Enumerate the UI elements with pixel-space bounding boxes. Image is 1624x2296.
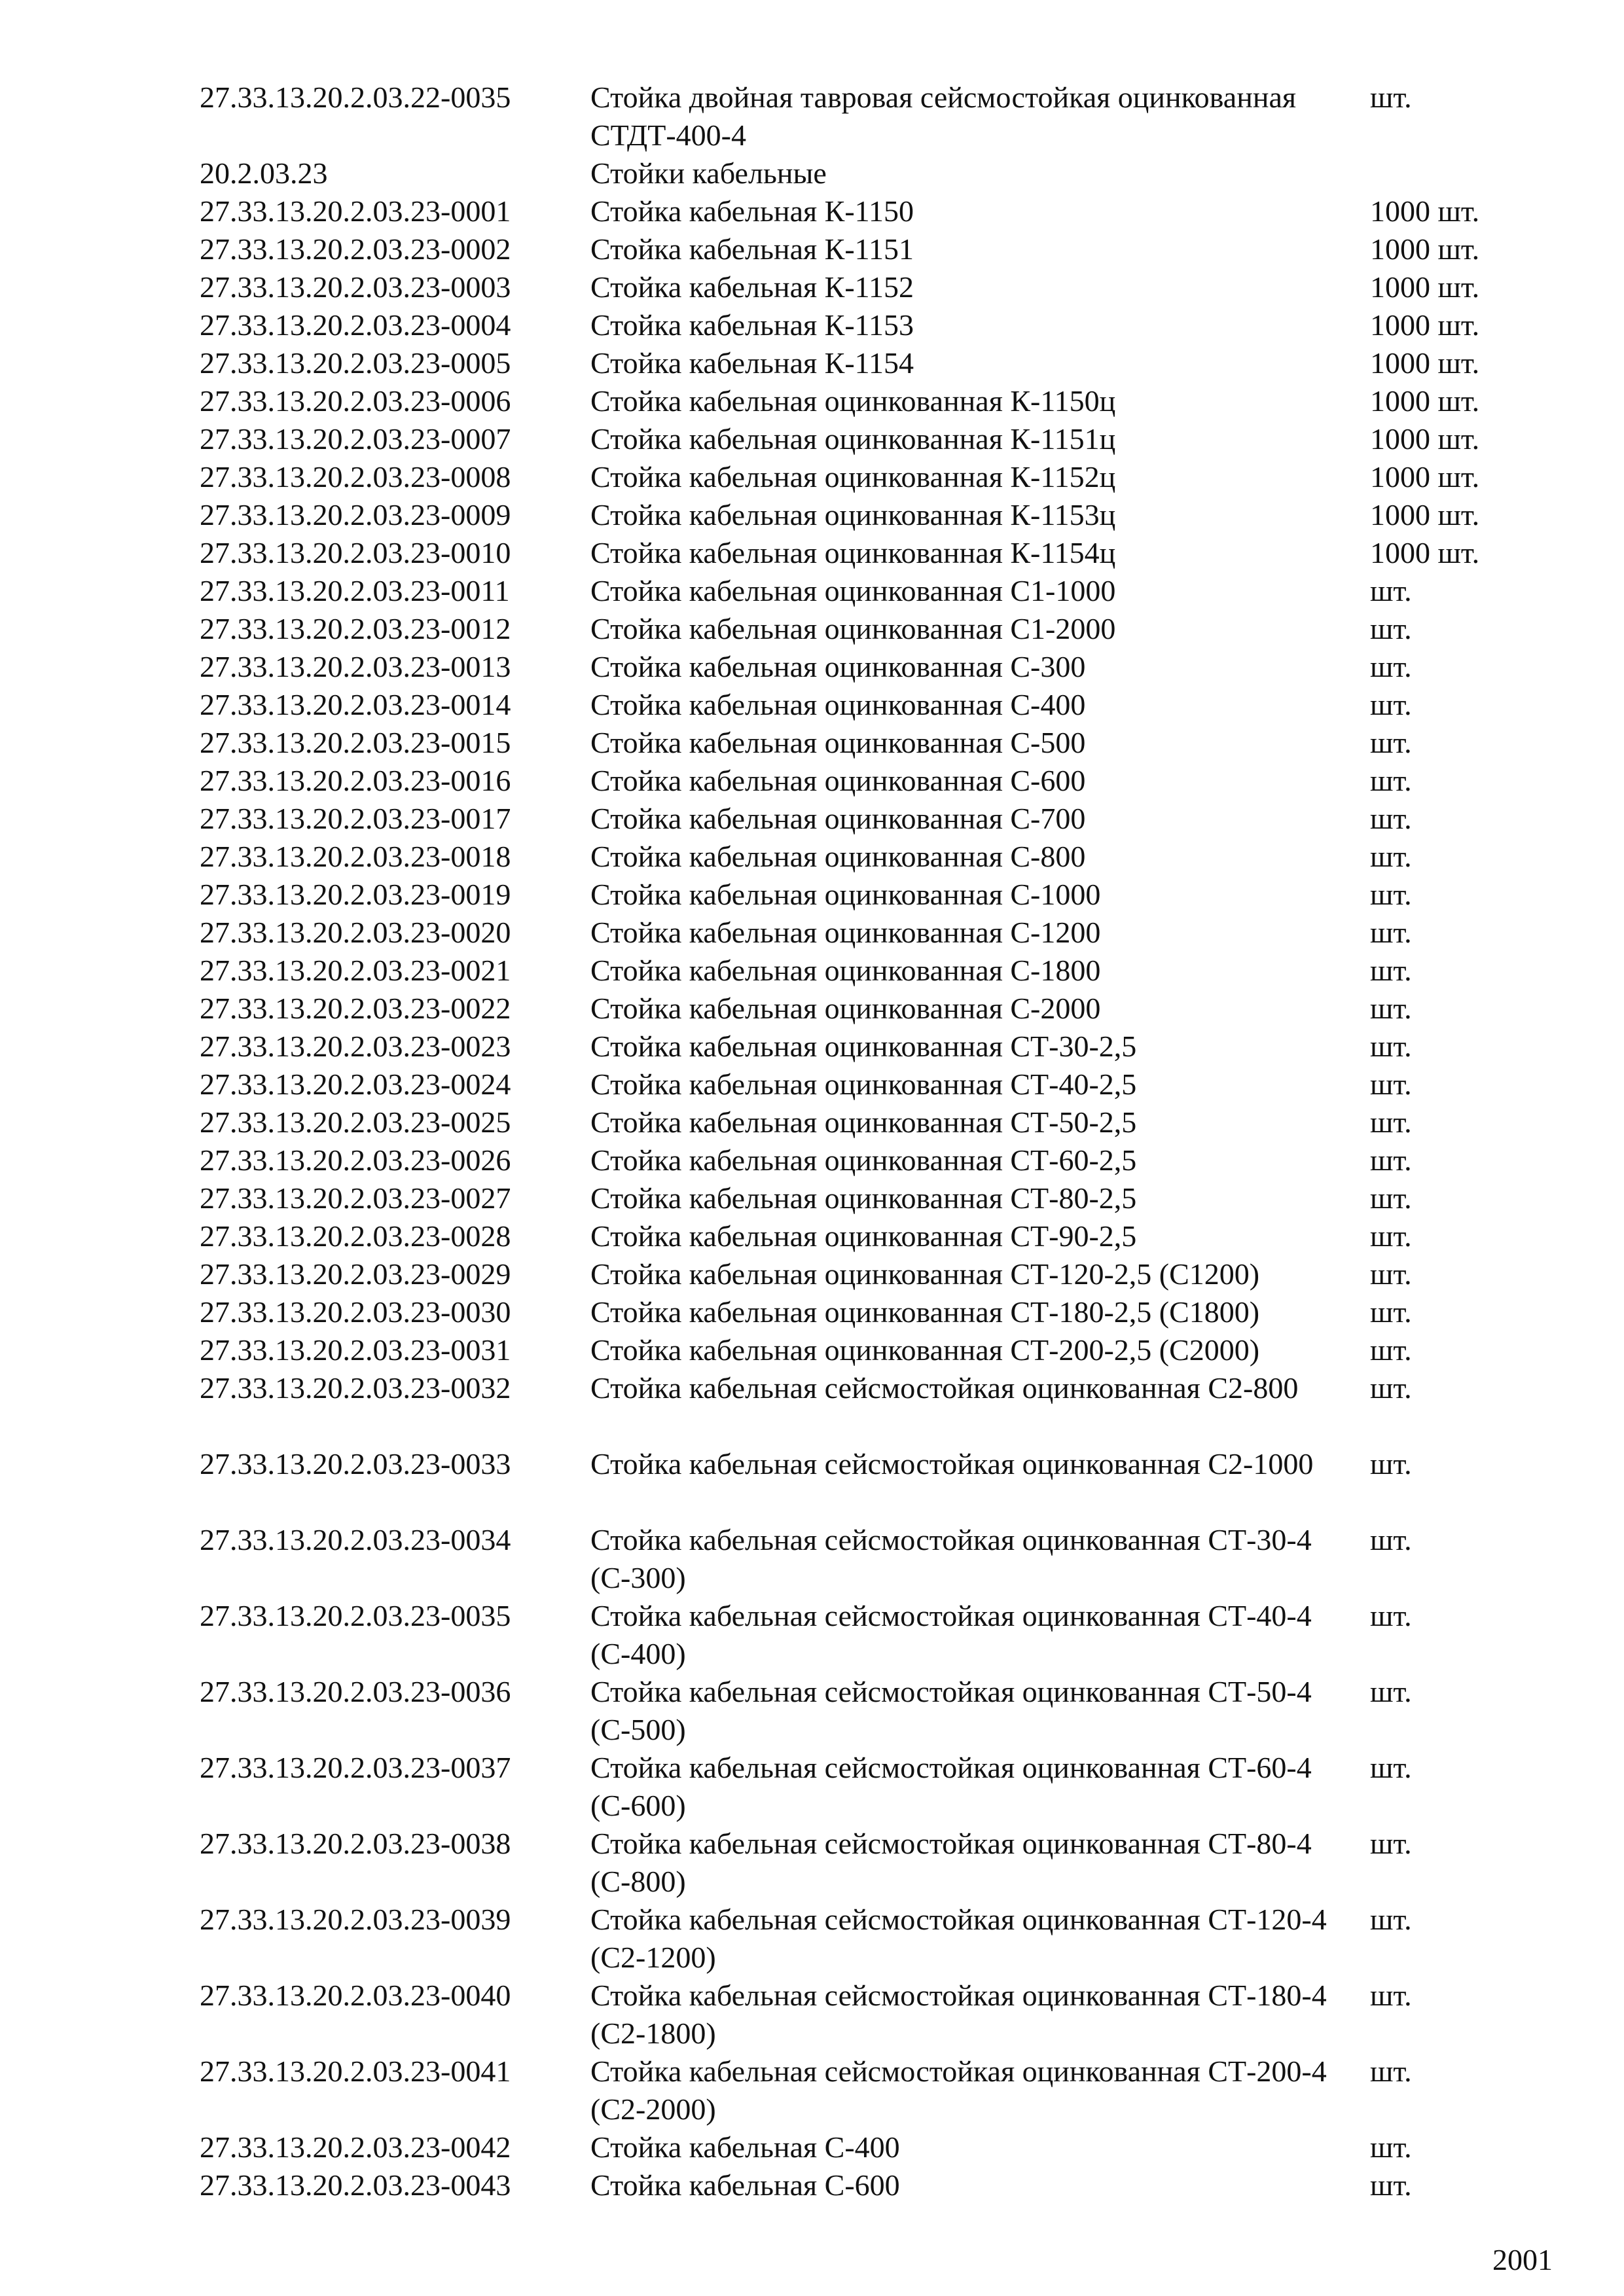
item-name: Стойка кабельная оцинкованная К-1151ц (590, 422, 1116, 456)
item-unit: шт. (1370, 1105, 1412, 1139)
item-code: 27.33.13.20.2.03.23-0039 (200, 1903, 511, 1936)
item-unit: шт. (1370, 688, 1412, 721)
item-name: Стойка кабельная сейсмостойкая оцинкованная С2-1000 (590, 1447, 1314, 1480)
item-code: 27.33.13.20.2.03.23-0027 (200, 1181, 511, 1215)
item-name: Стойка кабельная К-1154 (590, 346, 914, 380)
item-code: 27.33.13.20.2.03.23-0014 (200, 688, 511, 721)
item-code: 27.33.13.20.2.03.23-0031 (200, 1333, 511, 1367)
item-name: Стойка кабельная сейсмостойкая оцинкованная СТ-180-4 (С2-1800) (590, 1979, 1327, 2050)
item-name: Стойка кабельная сейсмостойкая оцинкованная СТ-200-4 (С2-2000) (590, 2054, 1327, 2126)
item-code: 27.33.13.20.2.03.23-0030 (200, 1295, 511, 1329)
item-name: Стойка кабельная К-1150 (590, 194, 914, 228)
item-unit: шт. (1370, 1067, 1412, 1101)
item-unit: шт. (1370, 1030, 1412, 1063)
item-unit: шт. (1370, 81, 1412, 114)
item-unit: шт. (1370, 1751, 1412, 1784)
item-unit: шт. (1370, 1219, 1412, 1253)
item-name: Стойка кабельная сейсмостойкая оцинкованная СТ-120-4 (С2-1200) (590, 1903, 1327, 1974)
item-code: 27.33.13.20.2.03.23-0013 (200, 650, 511, 683)
item-name: Стойка кабельная оцинкованная СТ-50-2,5 (590, 1105, 1137, 1139)
item-unit: шт. (1370, 878, 1412, 911)
item-unit: 1000 шт. (1370, 308, 1480, 342)
item-code: 27.33.13.20.2.03.23-0032 (200, 1371, 511, 1405)
item-name: Стойка кабельная сейсмостойкая оцинкованная СТ-60-4 (С-600) (590, 1751, 1312, 1822)
item-name: Стойка кабельная оцинкованная С-1800 (590, 954, 1101, 987)
item-unit: 1000 шт. (1370, 460, 1480, 493)
item-name: Стойка двойная тавровая сейсмостойкая оцинкованная СТДТ-400-4 (590, 81, 1297, 152)
item-name: Стойка кабельная оцинкованная СТ-180-2,5 (С1800) (590, 1295, 1260, 1329)
item-name: Стойки кабельные (590, 156, 827, 190)
item-code: 27.33.13.20.2.03.23-0024 (200, 1067, 511, 1101)
item-unit: шт. (1370, 1371, 1412, 1405)
item-name: Стойка кабельная К-1153 (590, 308, 914, 342)
item-name: Стойка кабельная С-600 (590, 2168, 900, 2202)
item-unit: 1000 шт. (1370, 232, 1480, 266)
item-code: 27.33.13.20.2.03.23-0008 (200, 460, 511, 493)
item-code: 27.33.13.20.2.03.23-0026 (200, 1143, 511, 1177)
item-code: 27.33.13.20.2.03.23-0036 (200, 1675, 511, 1708)
item-code: 27.33.13.20.2.03.23-0037 (200, 1751, 511, 1784)
item-unit: шт. (1370, 802, 1412, 835)
item-unit: 1000 шт. (1370, 384, 1480, 418)
item-unit: 1000 шт. (1370, 498, 1480, 531)
item-name: Стойка кабельная сейсмостойкая оцинкованная СТ-80-4 (С-800) (590, 1827, 1312, 1898)
item-code: 27.33.13.20.2.03.23-0003 (200, 270, 511, 304)
item-unit: шт. (1370, 1143, 1412, 1177)
item-unit: шт. (1370, 1979, 1412, 2012)
item-name: Стойка кабельная оцинкованная СТ-90-2,5 (590, 1219, 1137, 1253)
item-code: 27.33.13.20.2.03.23-0006 (200, 384, 511, 418)
item-code: 27.33.13.20.2.03.23-0002 (200, 232, 511, 266)
item-unit: шт. (1370, 916, 1412, 949)
item-unit: шт. (1370, 1333, 1412, 1367)
item-code: 27.33.13.20.2.03.23-0025 (200, 1105, 511, 1139)
item-unit: 1000 шт. (1370, 422, 1480, 456)
item-name: Стойка кабельная оцинкованная К-1150ц (590, 384, 1116, 418)
item-code: 27.33.13.20.2.03.23-0009 (200, 498, 511, 531)
item-unit: шт. (1370, 2168, 1412, 2202)
item-code: 27.33.13.20.2.03.23-0035 (200, 1599, 511, 1632)
item-unit: 1000 шт. (1370, 194, 1480, 228)
item-code: 27.33.13.20.2.03.23-0015 (200, 726, 511, 759)
item-code: 27.33.13.20.2.03.23-0019 (200, 878, 511, 911)
item-name: Стойка кабельная оцинкованная С-400 (590, 688, 1086, 721)
item-code: 27.33.13.20.2.03.23-0011 (200, 574, 510, 607)
item-code: 27.33.13.20.2.03.23-0038 (200, 1827, 511, 1860)
item-code: 27.33.13.20.2.03.23-0007 (200, 422, 511, 456)
item-unit: шт. (1370, 954, 1412, 987)
item-name: Стойка кабельная оцинкованная СТ-80-2,5 (590, 1181, 1137, 1215)
item-unit: шт. (1370, 764, 1412, 797)
item-name: Стойка кабельная оцинкованная К-1154ц (590, 536, 1116, 569)
item-code: 27.33.13.20.2.03.23-0040 (200, 1979, 511, 2012)
item-name: Стойка кабельная оцинкованная С-500 (590, 726, 1086, 759)
item-unit: 1000 шт. (1370, 270, 1480, 304)
item-unit: шт. (1370, 1599, 1412, 1632)
page-number: 2001 (1492, 2243, 1553, 2276)
item-unit: шт. (1370, 650, 1412, 683)
item-name: Стойка кабельная оцинкованная С1-2000 (590, 612, 1116, 645)
item-unit: шт. (1370, 612, 1412, 645)
item-code: 27.33.13.20.2.03.23-0004 (200, 308, 511, 342)
item-code: 27.33.13.20.2.03.23-0018 (200, 840, 511, 873)
item-name: Стойка кабельная оцинкованная СТ-40-2,5 (590, 1067, 1137, 1101)
item-name: Стойка кабельная оцинкованная СТ-30-2,5 (590, 1030, 1137, 1063)
item-code: 27.33.13.20.2.03.23-0022 (200, 992, 511, 1025)
item-code: 27.33.13.20.2.03.23-0012 (200, 612, 511, 645)
item-name: Стойка кабельная оцинкованная С1-1000 (590, 574, 1116, 607)
item-name: Стойка кабельная оцинкованная С-800 (590, 840, 1086, 873)
item-code: 27.33.13.20.2.03.23-0033 (200, 1447, 511, 1480)
item-code: 27.33.13.20.2.03.23-0043 (200, 2168, 511, 2202)
item-name: Стойка кабельная сейсмостойкая оцинкованная С2-800 (590, 1371, 1299, 1405)
item-code: 27.33.13.20.2.03.23-0034 (200, 1523, 511, 1556)
item-unit: шт. (1370, 992, 1412, 1025)
item-code: 27.33.13.20.2.03.23-0010 (200, 536, 511, 569)
item-code: 27.33.13.20.2.03.23-0041 (200, 2054, 511, 2088)
item-code: 27.33.13.20.2.03.23-0017 (200, 802, 511, 835)
item-name: Стойка кабельная К-1151 (590, 232, 914, 266)
item-code: 27.33.13.20.2.03.23-0029 (200, 1257, 511, 1291)
item-code: 20.2.03.23 (200, 156, 328, 190)
item-unit: шт. (1370, 1447, 1412, 1480)
item-unit: шт. (1370, 1903, 1412, 1936)
item-name: Стойка кабельная оцинкованная С-700 (590, 802, 1086, 835)
item-name: Стойка кабельная оцинкованная СТ-120-2,5 (С1200) (590, 1257, 1260, 1291)
item-code: 27.33.13.20.2.03.23-0028 (200, 1219, 511, 1253)
item-code: 27.33.13.20.2.03.23-0001 (200, 194, 511, 228)
item-unit: шт. (1370, 726, 1412, 759)
item-unit: 1000 шт. (1370, 346, 1480, 380)
item-name: Стойка кабельная оцинкованная С-1200 (590, 916, 1101, 949)
item-name: Стойка кабельная К-1152 (590, 270, 914, 304)
item-name: Стойка кабельная оцинкованная К-1153ц (590, 498, 1116, 531)
item-code: 27.33.13.20.2.03.23-0005 (200, 346, 511, 380)
item-name: Стойка кабельная сейсмостойкая оцинкованная СТ-50-4 (С-500) (590, 1675, 1312, 1746)
item-name: Стойка кабельная оцинкованная С-300 (590, 650, 1086, 683)
item-unit: шт. (1370, 1295, 1412, 1329)
item-name: Стойка кабельная оцинкованная СТ-60-2,5 (590, 1143, 1137, 1177)
item-unit: шт. (1370, 1181, 1412, 1215)
item-name: Стойка кабельная сейсмостойкая оцинкованная СТ-30-4 (С-300) (590, 1523, 1312, 1594)
item-name: Стойка кабельная С-400 (590, 2130, 900, 2164)
item-unit: шт. (1370, 2130, 1412, 2164)
item-code: 27.33.13.20.2.03.23-0042 (200, 2130, 511, 2164)
item-name: Стойка кабельная оцинкованная С-2000 (590, 992, 1101, 1025)
item-code: 27.33.13.20.2.03.22-0035 (200, 81, 511, 114)
item-unit: шт. (1370, 2054, 1412, 2088)
item-name: Стойка кабельная сейсмостойкая оцинкованная СТ-40-4 (С-400) (590, 1599, 1312, 1670)
item-unit: шт. (1370, 1675, 1412, 1708)
item-name: Стойка кабельная оцинкованная СТ-200-2,5 (С2000) (590, 1333, 1260, 1367)
item-unit: 1000 шт. (1370, 536, 1480, 569)
item-name: Стойка кабельная оцинкованная С-600 (590, 764, 1086, 797)
item-name: Стойка кабельная оцинкованная С-1000 (590, 878, 1101, 911)
item-code: 27.33.13.20.2.03.23-0016 (200, 764, 511, 797)
item-unit: шт. (1370, 1523, 1412, 1556)
item-unit: шт. (1370, 574, 1412, 607)
item-code: 27.33.13.20.2.03.23-0021 (200, 954, 511, 987)
item-unit: шт. (1370, 840, 1412, 873)
item-name: Стойка кабельная оцинкованная К-1152ц (590, 460, 1116, 493)
item-unit: шт. (1370, 1257, 1412, 1291)
item-code: 27.33.13.20.2.03.23-0023 (200, 1030, 511, 1063)
item-code: 27.33.13.20.2.03.23-0020 (200, 916, 511, 949)
item-unit: шт. (1370, 1827, 1412, 1860)
